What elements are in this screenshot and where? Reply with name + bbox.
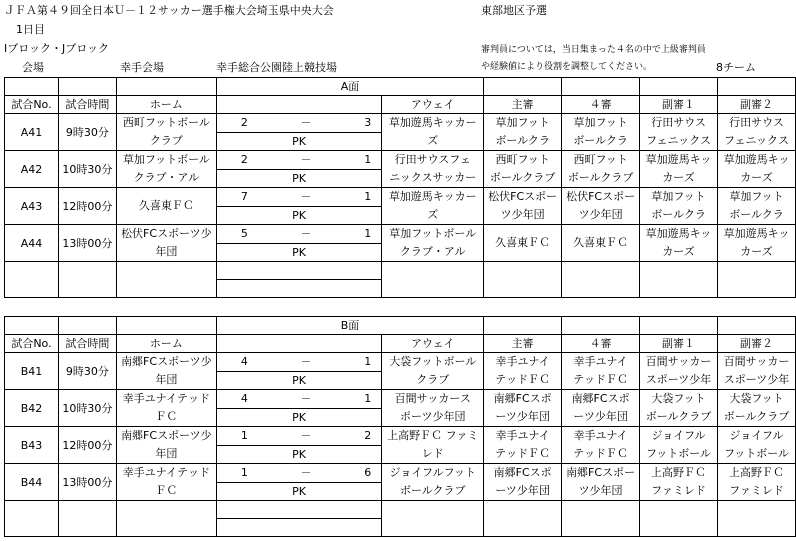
assistant-referee-1 <box>640 390 718 427</box>
empty-cell <box>382 262 484 298</box>
assistant-referee-2-line: 草加フット <box>729 190 784 203</box>
home-team-line: 南郷FCスポーツ少 <box>121 355 212 368</box>
main-referee-line: 草加フット <box>495 116 550 129</box>
away-team-line: クラブ・アル <box>399 245 466 258</box>
pk-cell: PK <box>216 133 381 151</box>
match-number: B44 <box>5 464 59 501</box>
pk-cell: PK <box>216 409 381 427</box>
match-time: 10時30分 <box>58 151 116 188</box>
away-score: 1 <box>364 227 372 240</box>
empty-cell <box>5 501 59 537</box>
score-cell <box>216 188 381 207</box>
match-time: 9時30分 <box>58 353 116 390</box>
match-time: 9時30分 <box>58 114 116 151</box>
fourth-referee <box>562 390 640 427</box>
main-referee <box>484 427 562 464</box>
col-header-time: 試合時間 <box>58 96 116 114</box>
fourth-referee-line: 草加フット <box>573 116 628 129</box>
away-score: 3 <box>364 116 372 129</box>
away-team-line: ズ <box>427 208 439 221</box>
table-row <box>5 225 796 244</box>
away-team <box>382 353 484 390</box>
col-header-score <box>216 96 381 114</box>
fourth-referee-line: テッドＦＣ <box>573 373 629 386</box>
away-team-line: ポーツ少年団 <box>399 410 466 423</box>
away-score: 1 <box>364 190 372 203</box>
table-row <box>5 151 796 170</box>
home-team <box>116 151 216 188</box>
venue-place: 幸手総合公園陸上競技場 <box>216 61 337 74</box>
home-team <box>116 464 216 501</box>
assistant-referee-1 <box>640 151 718 188</box>
match-number: A44 <box>5 225 59 262</box>
assistant-referee-1 <box>640 114 718 151</box>
main-referee-line: テッドＦＣ <box>495 373 551 386</box>
fourth-referee-line: 幸手ユナイ <box>573 355 628 368</box>
referee-note-line2: や経験値により役割を調整してください。 <box>481 62 653 72</box>
match-time: 12時00分 <box>58 188 116 225</box>
assistant-referee-1-line: 草加フット <box>651 190 706 203</box>
assistant-referee-2 <box>718 188 796 225</box>
away-score: 1 <box>364 355 372 368</box>
away-team-line: ニックスサッカー <box>389 171 477 184</box>
assistant-referee-2-line: フットボール <box>723 447 789 460</box>
fourth-referee <box>562 114 640 151</box>
score-cell <box>216 464 381 483</box>
col-header-fourth-referee: ４審 <box>562 335 640 353</box>
home-score: 2 <box>240 116 248 129</box>
home-team <box>116 427 216 464</box>
fourth-referee-line: 南郷FCスポ <box>571 392 630 405</box>
main-referee-line: ボールクラ <box>495 134 550 147</box>
main-referee-line: 松伏FCスポー <box>488 190 558 203</box>
away-team-line: レド <box>421 447 444 460</box>
away-team-line: 草加フットボール <box>389 227 477 240</box>
home-team-line: ＦＣ <box>155 484 178 497</box>
home-team <box>116 390 216 427</box>
home-team-line: 年団 <box>155 373 178 386</box>
away-team-line: 草加遊馬キッカー <box>388 190 477 203</box>
assistant-referee-2 <box>717 464 795 501</box>
assistant-referee-2-line: ボールクラ <box>729 208 784 221</box>
home-score: 4 <box>240 355 248 368</box>
assistant-referee-2 <box>718 151 796 188</box>
score-cell <box>216 114 381 133</box>
fourth-referee-line: ボールクラブ <box>567 171 634 184</box>
home-team-line: クラブ <box>149 134 183 147</box>
empty-cell <box>484 262 562 298</box>
empty-cell <box>58 262 116 298</box>
section-b-title: B面 <box>216 317 483 335</box>
home-team <box>116 188 216 225</box>
day-label: 1日目 <box>16 23 45 36</box>
away-team-line: ボールクラブ <box>399 484 466 497</box>
main-referee-line: 南郷FCスポ <box>493 392 552 405</box>
home-team-line: 幸手ユナイテッド <box>122 392 210 405</box>
assistant-referee-1-line: 草加遊馬キッ <box>645 227 712 240</box>
away-score: 2 <box>364 429 372 442</box>
main-referee <box>484 390 562 427</box>
home-team-line: 年団 <box>155 245 178 258</box>
match-time: 13時00分 <box>58 464 116 501</box>
score-cell <box>216 353 381 372</box>
table-row <box>5 427 796 446</box>
referee-note-line1: 審判員については，当日集まった４名の中で上級審判員 <box>481 45 706 55</box>
assistant-referee-2-line: 草加遊馬キッ <box>723 227 790 240</box>
assistant-referee-2 <box>717 390 795 427</box>
pk-cell: PK <box>216 483 381 501</box>
table-row <box>5 114 796 133</box>
venue-label: 会場 <box>22 61 44 74</box>
home-team-line: 南郷FCスポーツ少 <box>121 429 212 442</box>
team-count: 8チーム <box>716 61 756 74</box>
assistant-referee-1-line: フェニックス <box>646 134 711 147</box>
assistant-referee-1 <box>640 188 718 225</box>
col-header-main-referee: 主審 <box>484 335 562 353</box>
away-team-line: 行田サウスフェ <box>394 153 471 166</box>
match-time: 12時00分 <box>58 427 116 464</box>
empty-cell <box>58 501 116 537</box>
empty-cell <box>116 501 216 537</box>
away-score: 6 <box>364 466 372 479</box>
match-number: A43 <box>5 188 59 225</box>
home-score: 7 <box>240 190 248 203</box>
empty-cell <box>216 262 381 280</box>
assistant-referee-1 <box>640 427 718 464</box>
empty-cell <box>640 262 718 298</box>
assistant-referee-1-line: フットボール <box>646 447 712 460</box>
home-team <box>116 114 216 151</box>
assistant-referee-1-line: スポーツ少年 <box>645 373 712 386</box>
fourth-referee <box>562 188 640 225</box>
table-row <box>5 390 796 409</box>
home-score: 1 <box>240 429 248 442</box>
assistant-referee-2-line: スポーツ少年 <box>723 373 790 386</box>
pk-cell: PK <box>216 170 381 188</box>
home-score: 1 <box>240 466 248 479</box>
match-time: 10時30分 <box>58 390 116 427</box>
region-label: 東部地区予選 <box>481 4 547 17</box>
home-team-line: 久喜東ＦＣ <box>138 199 194 212</box>
away-team-line: ズ <box>427 134 439 147</box>
assistant-referee-2 <box>718 114 796 151</box>
col-header-main-referee: 主審 <box>484 96 562 114</box>
pk-cell: PK <box>216 244 381 262</box>
score-cell <box>216 390 381 409</box>
col-header-no: 試合No. <box>5 335 59 353</box>
col-header-assistant1: 副審１ <box>640 96 718 114</box>
home-team <box>116 353 216 390</box>
home-team-line: 草加フットボール <box>122 153 210 166</box>
fourth-referee <box>562 225 640 262</box>
table-row <box>5 188 796 207</box>
fourth-referee <box>562 353 640 390</box>
assistant-referee-1-line: カーズ <box>662 171 695 184</box>
col-header-home: ホーム <box>116 335 216 353</box>
main-referee-line: ツ少年団 <box>500 208 545 221</box>
pk-cell: PK <box>216 372 381 390</box>
fourth-referee-line: ボールクラ <box>573 134 628 147</box>
assistant-referee-2-line: 大袋フット <box>729 392 784 405</box>
section-a-title: A面 <box>216 78 483 96</box>
pk-cell: PK <box>216 207 381 225</box>
assistant-referee-1-line: ボールクラブ <box>645 410 712 423</box>
empty-cell <box>562 501 640 537</box>
empty-cell <box>216 519 381 537</box>
col-header-time: 試合時間 <box>58 335 116 353</box>
score-dash: － <box>300 355 312 368</box>
fourth-referee-line: 幸手ユナイ <box>573 429 628 442</box>
assistant-referee-1-line: ジョイフル <box>651 429 706 442</box>
assistant-referee-1 <box>640 225 718 262</box>
assistant-referee-2-line: ファミレド <box>729 484 784 497</box>
fourth-referee <box>562 464 640 501</box>
section-b-table <box>4 316 796 537</box>
empty-cell <box>640 501 718 537</box>
assistant-referee-1-line: カーズ <box>662 245 695 258</box>
assistant-referee-1-line: ボールクラ <box>651 208 706 221</box>
fourth-referee-line: 松伏FCスポー <box>566 190 636 203</box>
col-header-no: 試合No. <box>5 96 59 114</box>
fourth-referee-line: ツ少年団 <box>578 484 623 497</box>
assistant-referee-2-line: カーズ <box>740 245 773 258</box>
fourth-referee-line: 久喜東ＦＣ <box>573 236 629 249</box>
col-header-assistant1: 副審１ <box>640 335 718 353</box>
fourth-referee <box>562 151 640 188</box>
main-referee-line: 幸手ユナイ <box>495 355 550 368</box>
assistant-referee-2-line: 草加遊馬キッ <box>723 153 790 166</box>
main-referee <box>484 225 562 262</box>
home-team <box>116 225 216 262</box>
assistant-referee-2 <box>717 353 795 390</box>
col-header-away: アウェイ <box>382 96 484 114</box>
assistant-referee-2-line: 行田サウス <box>729 116 784 129</box>
empty-cell <box>216 501 381 519</box>
section-a-table <box>4 77 796 298</box>
fourth-referee-line: 南郷FCスポー <box>566 466 636 479</box>
assistant-referee-2 <box>717 427 795 464</box>
assistant-referee-2-line: ジョイフル <box>729 429 784 442</box>
assistant-referee-1 <box>640 464 718 501</box>
match-number: A42 <box>5 151 59 188</box>
fourth-referee-line: ツ少年団 <box>578 208 623 221</box>
empty-cell <box>5 262 59 298</box>
table-row <box>5 464 796 483</box>
home-team-line: 年団 <box>155 447 178 460</box>
main-referee-line: ーツ少年団 <box>495 484 550 497</box>
assistant-referee-2-line: 百間サッカー <box>723 355 790 368</box>
home-team-line: ＦＣ <box>155 410 178 423</box>
main-referee <box>484 353 562 390</box>
away-team-line: 大袋フットボール <box>389 355 477 368</box>
main-referee <box>484 188 562 225</box>
home-score: 5 <box>240 227 248 240</box>
table-row <box>5 501 796 519</box>
score-dash: － <box>300 153 312 166</box>
away-team-line: 百間サッカース <box>394 392 471 405</box>
score-dash: － <box>300 190 312 203</box>
match-number: A41 <box>5 114 59 151</box>
match-number: B41 <box>5 353 59 390</box>
score-cell <box>216 225 381 244</box>
main-referee <box>484 464 562 501</box>
assistant-referee-1-line: 上高野ＦＣ <box>651 466 707 479</box>
away-team <box>382 427 484 464</box>
fourth-referee-line: テッドＦＣ <box>573 447 629 460</box>
main-referee-line: テッドＦＣ <box>495 447 551 460</box>
away-score: 1 <box>364 392 372 405</box>
main-referee-line: 南郷FCスポ <box>493 466 552 479</box>
table-row <box>5 353 796 372</box>
away-team-line: クラブ <box>416 373 450 386</box>
score-cell <box>216 151 381 170</box>
empty-cell <box>717 501 795 537</box>
away-team <box>382 151 484 188</box>
main-referee-line: ーツ少年団 <box>495 410 550 423</box>
assistant-referee-1-line: 百間サッカー <box>645 355 712 368</box>
away-team <box>382 390 484 427</box>
match-number: B42 <box>5 390 59 427</box>
away-team-line: ジョイフルフット <box>389 466 476 479</box>
assistant-referee-2-line: カーズ <box>740 171 773 184</box>
away-team <box>382 188 484 225</box>
block-label: Iブロック・Jブロック <box>4 42 110 55</box>
home-score: 4 <box>240 392 248 405</box>
score-dash: － <box>300 466 312 479</box>
document-title: ＪＦＡ第４９回全日本Ｕ－１２サッカー選手権大会埼玉県中央大会 <box>4 4 334 17</box>
empty-cell <box>562 262 640 298</box>
assistant-referee-1 <box>640 353 718 390</box>
empty-cell <box>382 501 484 537</box>
fourth-referee-line: 西町フット <box>573 153 628 166</box>
assistant-referee-1-line: 大袋フット <box>651 392 706 405</box>
main-referee-line: 西町フット <box>495 153 550 166</box>
venue-name: 幸手会場 <box>120 61 164 74</box>
empty-cell <box>718 262 796 298</box>
score-dash: － <box>300 116 312 129</box>
match-number: B43 <box>5 427 59 464</box>
assistant-referee-2-line: フェニックス <box>724 134 789 147</box>
pk-cell: PK <box>216 446 381 464</box>
assistant-referee-1-line: 草加遊馬キッ <box>645 153 712 166</box>
home-team-line: クラブ・アル <box>133 171 200 184</box>
col-header-away: アウェイ <box>382 335 484 353</box>
col-header-score <box>216 335 381 353</box>
main-referee-line: 幸手ユナイ <box>495 429 550 442</box>
empty-cell <box>484 501 562 537</box>
away-team <box>382 464 484 501</box>
score-dash: － <box>300 429 312 442</box>
home-score: 2 <box>240 153 248 166</box>
home-team-line: 西町フットボール <box>122 116 210 129</box>
score-dash: － <box>300 392 312 405</box>
assistant-referee-2-line: 上高野ＦＣ <box>728 466 784 479</box>
table-row <box>5 262 796 280</box>
away-team-line: 上高野ＦＣ ファミ <box>387 429 479 442</box>
match-time: 13時00分 <box>58 225 116 262</box>
main-referee-line: ボールクラブ <box>489 171 556 184</box>
home-team-line: 幸手ユナイテッド <box>122 466 210 479</box>
score-dash: － <box>300 227 312 240</box>
away-team-line: 草加遊馬キッカー <box>388 116 477 129</box>
main-referee <box>484 114 562 151</box>
home-team-line: 松伏FCスポーツ少 <box>121 227 212 240</box>
fourth-referee <box>562 427 640 464</box>
fourth-referee-line: ーツ少年団 <box>573 410 628 423</box>
col-header-assistant2: 副審２ <box>717 335 795 353</box>
empty-cell <box>216 280 381 298</box>
empty-cell <box>116 262 216 298</box>
away-team <box>382 225 484 262</box>
col-header-fourth-referee: ４審 <box>562 96 640 114</box>
away-team <box>382 114 484 151</box>
main-referee-line: 久喜東ＦＣ <box>495 236 551 249</box>
col-header-assistant2: 副審２ <box>718 96 796 114</box>
assistant-referee-2 <box>718 225 796 262</box>
assistant-referee-1-line: 行田サウス <box>651 116 706 129</box>
score-cell <box>216 427 381 446</box>
assistant-referee-2-line: ボールクラブ <box>723 410 790 423</box>
col-header-home: ホーム <box>116 96 216 114</box>
away-score: 1 <box>364 153 372 166</box>
main-referee <box>484 151 562 188</box>
assistant-referee-1-line: ファミレド <box>651 484 706 497</box>
